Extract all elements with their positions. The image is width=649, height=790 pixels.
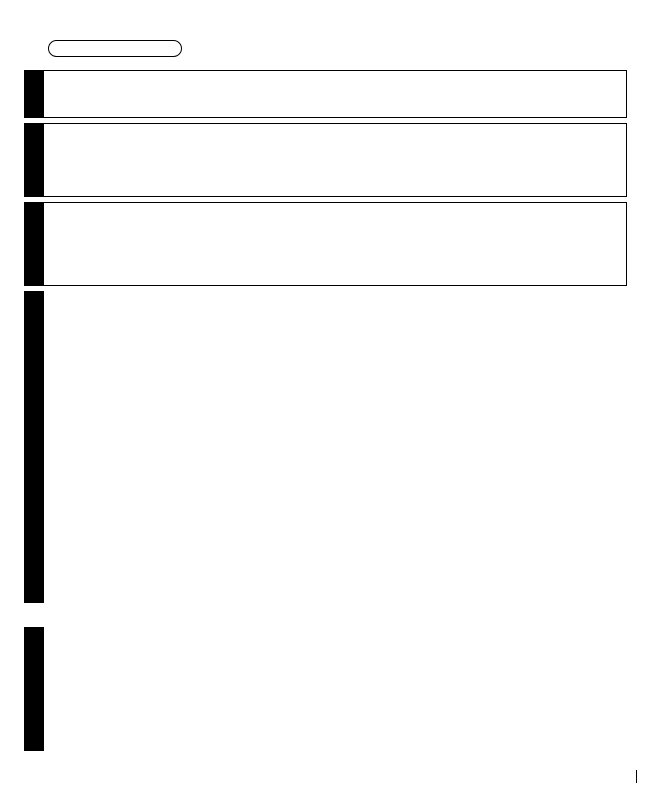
comments-side-label	[24, 202, 44, 286]
elements-side-label	[24, 291, 44, 603]
unit-side-label	[24, 70, 44, 118]
properties-side-label	[24, 627, 44, 751]
page-edge-mark	[636, 770, 637, 783]
client-section	[24, 123, 627, 197]
unit-section	[24, 70, 627, 118]
blackstone-logo	[26, 4, 204, 62]
client-side-label	[24, 123, 44, 197]
comments-section	[24, 202, 627, 286]
logo-sub-text	[48, 40, 182, 57]
